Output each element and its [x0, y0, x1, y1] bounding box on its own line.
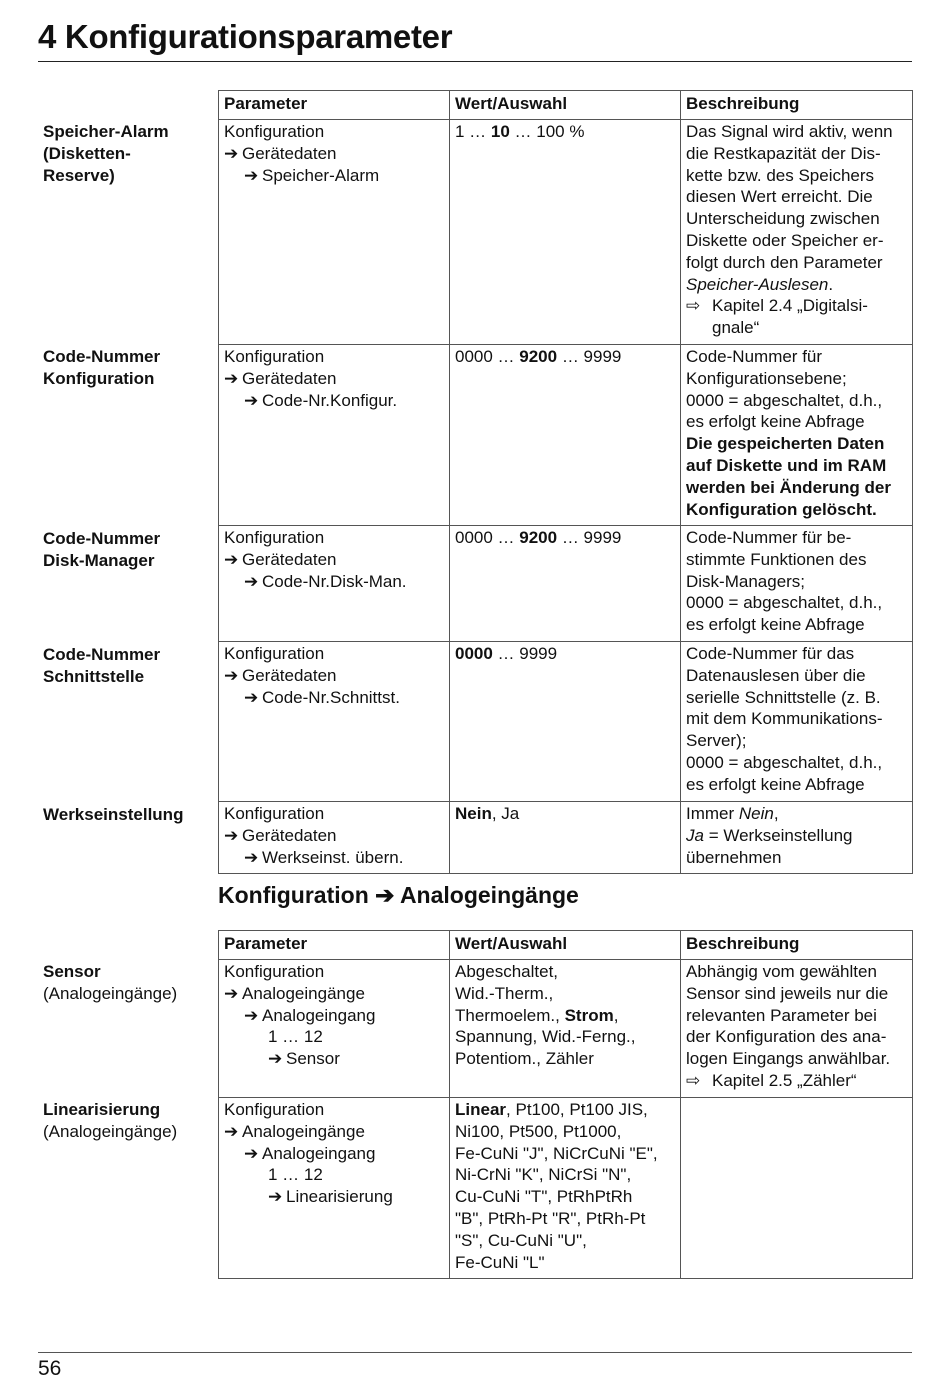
value-line: Fe-CuNi "L" [455, 1252, 545, 1272]
parameter-path-cell [219, 802, 450, 874]
description-text: , [773, 804, 779, 823]
side-label-line: Sensor [43, 962, 101, 981]
reference-text: gnale“ [712, 318, 760, 338]
parameter-path-cell [219, 526, 450, 642]
table-row [219, 345, 913, 526]
value-text: 0000 … [455, 528, 520, 547]
path-level: Analogeingänge [242, 983, 365, 1003]
value-text: , Pt100, Pt100 JIS, [506, 1100, 648, 1119]
description-line: Unterscheidung zwischen [686, 209, 880, 229]
description-cell [681, 642, 913, 802]
description-line: Diskette oder Speicher er- [686, 230, 884, 250]
value-cell [450, 802, 681, 874]
path-level-row [224, 165, 444, 187]
value-default: Strom [564, 1005, 614, 1025]
side-label-sensor [43, 961, 213, 1005]
arrow-icon: ➔ [224, 983, 239, 1003]
description-line: Datenauslesen über die [686, 665, 866, 685]
table-header-row [219, 91, 913, 120]
description-line: 0000 = abgeschaltet, d.h., [686, 752, 883, 772]
parameter-path-cell [219, 1098, 450, 1279]
value-cell [450, 345, 681, 526]
arrow-icon: ➔ [244, 390, 259, 410]
parameter-path-cell [219, 960, 450, 1098]
header-parameter: Parameter [219, 931, 450, 960]
description-cell [681, 1098, 913, 1279]
table-row [219, 642, 913, 802]
path-level: Konfiguration [224, 644, 325, 663]
description-line: übernehmen [686, 847, 782, 867]
path-level: Analogeingänge [242, 1121, 365, 1141]
path-level: Gerätedaten [242, 143, 337, 163]
side-label-line: Werkseinstellung [43, 805, 184, 824]
side-label-linearisierung [43, 1099, 213, 1143]
path-level: Gerätedaten [242, 665, 337, 685]
side-label-line: Linearisierung [43, 1100, 161, 1119]
value-line: Fe-CuNi "J", NiCrCuNi "E", [455, 1143, 658, 1163]
path-level-row [224, 1143, 444, 1165]
side-label-speicher-alarm [43, 121, 213, 186]
arrow-icon: ➔ [244, 1143, 259, 1163]
description-warning-line: auf Diskette und im RAM [686, 455, 887, 475]
value-text: … 9999 [557, 347, 622, 366]
side-label-line: (Analogeingänge) [43, 983, 178, 1003]
description-line: der Konfiguration des ana- [686, 1027, 887, 1047]
table-row [219, 1098, 913, 1279]
path-level-row [224, 847, 444, 869]
description-cell [681, 526, 913, 642]
description-italic: Ja [686, 825, 704, 845]
header-parameter: Parameter [219, 91, 450, 120]
header-description: Beschreibung [681, 91, 913, 120]
path-level: Sensor [286, 1049, 340, 1069]
description-text: Immer [686, 804, 739, 823]
path-level: Konfiguration [224, 804, 325, 823]
path-level: Linearisierung [286, 1187, 393, 1207]
path-level: Werkseinst. übern. [262, 847, 404, 867]
path-level: Gerätedaten [242, 549, 337, 569]
value-line: Abgeschaltet, [455, 962, 559, 981]
footer-divider [38, 1352, 912, 1353]
value-default: 0000 [455, 644, 493, 663]
value-line: Ni-CrNi "K", NiCrSi "N", [455, 1165, 632, 1185]
path-level: Speicher-Alarm [262, 165, 380, 185]
description-line: mit dem Kommunikations- [686, 709, 883, 729]
path-level: Konfiguration [224, 1100, 325, 1119]
path-level-row [224, 1005, 444, 1027]
value-default: 9200 [519, 347, 558, 366]
reference-arrow-icon: ⇨ [686, 1070, 701, 1090]
description-line: es erfolgt keine Abfrage [686, 412, 865, 432]
value-text: , [613, 1005, 619, 1025]
description-line: die Restkapazität der Dis- [686, 143, 881, 163]
value-line: "S", Cu-CuNi "U", [455, 1230, 587, 1250]
path-level: Code-Nr.Schnittst. [262, 687, 400, 707]
value-cell [450, 642, 681, 802]
description-line: Das Signal wird aktiv, wenn [686, 122, 893, 141]
arrow-icon: ➔ [268, 1187, 283, 1207]
path-level-row [224, 390, 444, 412]
reference-arrow-icon: ⇨ [686, 296, 701, 316]
side-label-line: (Disketten- [43, 143, 131, 163]
value-line [455, 1005, 675, 1027]
table-row [219, 526, 913, 642]
side-label-line: Code-Nummer [43, 645, 161, 664]
parameter-path-cell [219, 120, 450, 345]
path-level: Konfiguration [224, 347, 325, 366]
description-line: Abhängig vom gewählten [686, 962, 877, 981]
arrow-icon: ➔ [244, 847, 259, 867]
path-level: Analogeingang [262, 1005, 376, 1025]
path-level-row [224, 825, 444, 847]
value-cell [450, 1098, 681, 1279]
value-line: "B", PtRh-Pt "R", PtRh-Pt [455, 1208, 646, 1228]
description-cell [681, 345, 913, 526]
value-line: Spannung, Wid.-Ferng., [455, 1027, 636, 1047]
side-label-line: Konfiguration [43, 368, 155, 388]
value-default: 10 [490, 122, 510, 141]
description-line [686, 803, 907, 825]
description-line: folgt durch den Parameter [686, 252, 883, 272]
section-title: Konfiguration ➔ Analogeingänge [218, 882, 579, 908]
path-level-row [224, 1048, 444, 1070]
value-line: Cu-CuNi "T", PtRhPtRh [455, 1187, 633, 1207]
value-text: 0000 … [455, 347, 520, 366]
description-line: Code-Nummer für das [686, 644, 855, 663]
path-level: 1 … 12 [268, 1027, 323, 1047]
side-label-line: Code-Nummer [43, 347, 161, 366]
title-divider [38, 61, 912, 62]
value-line: Ni100, Pt500, Pt1000, [455, 1121, 622, 1141]
parameter-path-cell [219, 345, 450, 526]
table-row [219, 802, 913, 874]
chapter-reference [686, 1070, 907, 1092]
path-level: Code-Nr.Konfigur. [262, 390, 398, 410]
arrow-icon: ➔ [244, 687, 259, 707]
reference-text: Kapitel 2.4 „Digitalsi- [712, 296, 868, 316]
arrow-icon: ➔ [224, 1121, 239, 1141]
side-label-line: Reserve) [43, 165, 115, 185]
reference-text: Kapitel 2.5 „Zähler“ [712, 1070, 857, 1090]
arrow-icon: ➔ [224, 665, 239, 685]
value-text: , Ja [491, 804, 520, 823]
path-level-row [224, 983, 444, 1005]
value-text: … 9999 [492, 644, 558, 663]
description-cell [681, 120, 913, 345]
description-warning-line: Konfiguration gelöscht. [686, 499, 877, 519]
arrow-icon: ➔ [224, 143, 239, 163]
description-line: diesen Wert erreicht. Die [686, 187, 873, 207]
description-line: relevanten Parameter bei [686, 1005, 877, 1025]
path-level-row [224, 549, 444, 571]
description-line: es erfolgt keine Abfrage [686, 615, 865, 635]
side-label-line: Code-Nummer [43, 529, 161, 548]
description-text: . [828, 274, 834, 294]
table-row [219, 960, 913, 1098]
value-cell [450, 960, 681, 1098]
description-line: es erfolgt keine Abfrage [686, 774, 865, 794]
page-number: 56 [38, 1357, 62, 1380]
value-line: Wid.-Therm., [455, 983, 554, 1003]
side-label-code-konfiguration [43, 346, 213, 390]
description-line [686, 825, 907, 847]
description-warning-line: Die gespeicherten Daten [686, 434, 885, 454]
description-warning-line: werden bei Änderung der [686, 477, 891, 497]
description-italic: Nein [738, 804, 774, 823]
description-cell [681, 802, 913, 874]
value-line: Potentiom., Zähler [455, 1049, 594, 1069]
description-line: Code-Nummer für [686, 347, 823, 366]
description-cell [681, 960, 913, 1098]
page-title: 4 Konfigurationsparameter [38, 18, 453, 55]
arrow-icon: ➔ [268, 1049, 283, 1069]
value-line [455, 1099, 675, 1121]
header-value: Wert/Auswahl [450, 91, 681, 120]
path-level: Konfiguration [224, 122, 325, 141]
path-level: Analogeingang [262, 1143, 376, 1163]
path-level: Konfiguration [224, 962, 325, 981]
header-description: Beschreibung [681, 931, 913, 960]
table-row [219, 120, 913, 345]
description-line: 0000 = abgeschaltet, d.h., [686, 593, 883, 613]
value-text: 1 … [455, 122, 491, 141]
description-line: 0000 = abgeschaltet, d.h., [686, 390, 883, 410]
chapter-reference [686, 295, 907, 339]
description-line: logen Eingangs anwählbar. [686, 1049, 891, 1069]
side-label-code-disk-manager [43, 528, 213, 572]
value-cell [450, 120, 681, 345]
description-line: Konfigurationsebene; [686, 368, 847, 388]
arrow-icon: ➔ [224, 368, 239, 388]
value-text: Thermoelem., [455, 1005, 565, 1025]
description-italic: Speicher-Auslesen [686, 274, 829, 294]
side-label-line: Schnittstelle [43, 666, 145, 686]
header-value: Wert/Auswahl [450, 931, 681, 960]
description-line: Server); [686, 731, 747, 751]
side-label-line: (Analogeingänge) [43, 1121, 178, 1141]
side-label-line: Speicher-Alarm [43, 122, 169, 141]
arrow-icon: ➔ [244, 571, 259, 591]
path-level: 1 … 12 [268, 1165, 323, 1185]
parameter-path-cell [219, 642, 450, 802]
arrow-icon: ➔ [244, 165, 259, 185]
description-line [686, 274, 907, 296]
path-level-row [224, 571, 444, 593]
path-level-row [224, 687, 444, 709]
description-line: stimmte Funktionen des [686, 549, 867, 569]
path-level-row [224, 1121, 444, 1143]
path-level-row [224, 143, 444, 165]
description-line: kette bzw. des Speichers [686, 165, 875, 185]
description-line: serielle Schnittstelle (z. B. [686, 687, 881, 707]
value-text: … 100 % [509, 122, 585, 141]
path-level-row [224, 665, 444, 687]
side-label-werkseinstellung [43, 804, 213, 826]
description-line: Code-Nummer für be- [686, 528, 852, 547]
path-level: Konfiguration [224, 528, 325, 547]
value-text: … 9999 [557, 528, 622, 547]
side-label-line: Disk-Manager [43, 550, 155, 570]
value-default: Nein [455, 804, 492, 823]
path-level-row [224, 368, 444, 390]
table-header-row [219, 931, 913, 960]
path-level: Code-Nr.Disk-Man. [262, 571, 407, 591]
path-level-row [224, 1186, 444, 1208]
path-level: Gerätedaten [242, 825, 337, 845]
description-line: Sensor sind jeweils nur die [686, 983, 889, 1003]
side-label-code-schnittstelle [43, 644, 213, 688]
description-text: = Werkseinstellung [703, 825, 853, 845]
arrow-icon: ➔ [224, 825, 239, 845]
parameter-table-geraetedaten [218, 90, 913, 874]
description-line: Disk-Managers; [686, 571, 806, 591]
value-default: 9200 [519, 528, 558, 547]
value-cell [450, 526, 681, 642]
path-level: Gerätedaten [242, 368, 337, 388]
arrow-icon: ➔ [244, 1005, 259, 1025]
arrow-icon: ➔ [224, 549, 239, 569]
parameter-table-analogeingaenge [218, 930, 913, 1279]
value-default: Linear [455, 1100, 507, 1119]
